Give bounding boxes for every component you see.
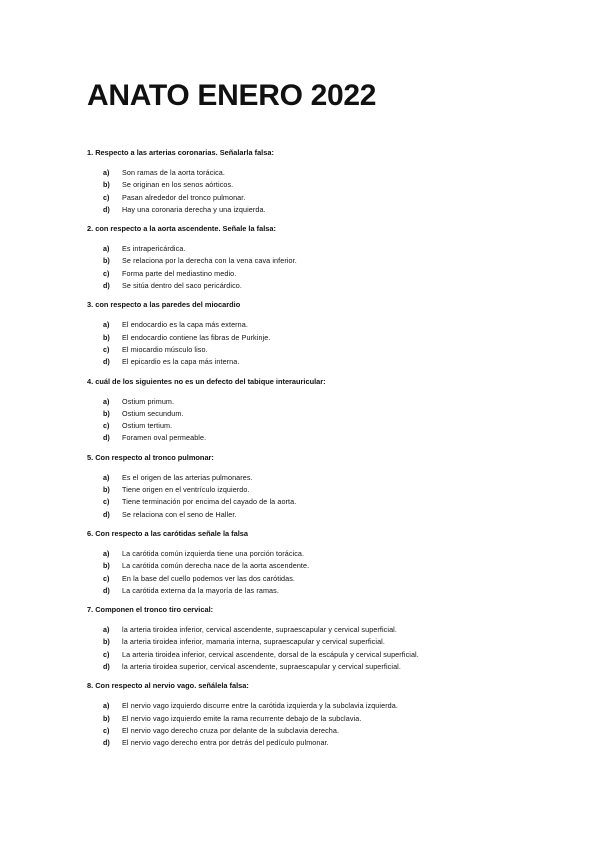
- option-list: [87, 700, 577, 749]
- option-item: [87, 548, 577, 560]
- option-text: El nervio vago derecho cruza por delante de la subclavia derecha.: [122, 725, 340, 735]
- option-item: [87, 700, 577, 712]
- option-item: [87, 192, 577, 204]
- option-item: [87, 243, 577, 255]
- option-letter: c): [103, 497, 110, 507]
- option-letter: d): [103, 281, 110, 291]
- option-item: [87, 396, 577, 408]
- option-text: Es el origen de las arterias pulmonares.: [122, 472, 253, 482]
- option-item: [87, 636, 577, 648]
- option-text: El miocardio músculo liso.: [122, 344, 208, 354]
- option-text: Son ramas de la aorta torácica.: [122, 168, 225, 177]
- question-6: [87, 528, 577, 597]
- option-text: En la base del cuello podemos ver las dos carótidas.: [122, 573, 296, 583]
- option-text: Ostium primum.: [122, 396, 175, 406]
- option-text: El epicardio es la capa más interna.: [122, 357, 240, 367]
- option-text: Se relaciona por la derecha con la vena cava inferior.: [122, 256, 297, 266]
- option-list: [87, 624, 577, 673]
- option-letter: b): [103, 332, 110, 342]
- question-4: [87, 376, 577, 445]
- option-letter: b): [103, 180, 110, 190]
- option-item: [87, 268, 577, 280]
- option-item: [87, 408, 577, 420]
- option-item: [87, 319, 577, 331]
- option-item: [87, 585, 577, 597]
- option-text: Se sitúa dentro del saco pericárdico.: [122, 281, 242, 291]
- option-letter: c): [103, 725, 110, 735]
- option-text: la arteria tiroidea inferior, cervical ascendente, supraescapular y cervical superficial.: [122, 625, 397, 635]
- document-title: ANATO ENERO 2022: [87, 79, 377, 112]
- option-letter: b): [103, 637, 110, 647]
- option-text: Hay una coronaria derecha y una izquierda.: [122, 204, 266, 214]
- option-item: [87, 204, 577, 216]
- question-text: 4. cuál de los siguientes no es un defecto del tabique interauricular:: [87, 376, 326, 386]
- option-item: [87, 725, 577, 737]
- question-text: 2. con respecto a la aorta ascendente. Señale la falsa:: [87, 224, 276, 234]
- option-letter: d): [103, 509, 110, 519]
- option-text: Se relaciona con el seno de Haller.: [122, 509, 237, 519]
- option-item: [87, 496, 577, 508]
- option-letter: d): [103, 738, 110, 748]
- question-5: [87, 452, 577, 521]
- option-text: Tiene origen en el ventrículo izquierdo.: [122, 485, 250, 495]
- option-item: [87, 737, 577, 749]
- option-text: Tiene terminación por encima del cayado de la aorta.: [122, 497, 297, 507]
- question-list: [87, 147, 577, 757]
- option-letter: d): [103, 585, 110, 595]
- option-list: [87, 319, 577, 368]
- question-text: 5. Con respecto al tronco pulmonar:: [87, 452, 214, 462]
- option-letter: a): [103, 396, 110, 406]
- option-list: [87, 472, 577, 521]
- option-list: [87, 548, 577, 597]
- option-item: [87, 649, 577, 661]
- option-text: Ostium tertium.: [122, 421, 173, 431]
- option-item: [87, 484, 577, 496]
- option-item: [87, 509, 577, 521]
- option-item: [87, 420, 577, 432]
- option-item: [87, 432, 577, 444]
- option-text: la arteria tiroidea superior, cervical ascendente, supraescapular y cervical superficial.: [122, 662, 401, 672]
- option-item: [87, 573, 577, 585]
- option-text: Ostium secundum.: [122, 408, 184, 418]
- option-letter: b): [103, 485, 110, 495]
- option-text: Se originan en los senos aórticos.: [122, 180, 234, 190]
- option-text: Foramen oval permeable.: [122, 433, 207, 443]
- option-letter: a): [103, 625, 110, 635]
- question-1: [87, 147, 577, 216]
- option-letter: b): [103, 408, 110, 418]
- option-letter: c): [103, 421, 110, 431]
- option-text: Forma parte del mediastino medio.: [122, 268, 237, 278]
- option-item: [87, 713, 577, 725]
- option-text: La carótida común derecha nace de la aorta ascendente.: [122, 561, 310, 571]
- option-letter: b): [103, 713, 110, 723]
- option-item: [87, 356, 577, 368]
- option-text: Pasan alrededor del tronco pulmonar.: [122, 192, 246, 202]
- option-letter: d): [103, 204, 110, 214]
- option-item: [87, 332, 577, 344]
- option-letter: c): [103, 573, 110, 583]
- option-text: El nervio vago derecho entra por detrás del pedículo pulmonar.: [122, 738, 329, 748]
- option-letter: c): [103, 649, 110, 659]
- question-7: [87, 604, 577, 673]
- option-text: La carótida común izquierda tiene una porción torácica.: [122, 548, 305, 558]
- option-item: [87, 255, 577, 267]
- option-item: [87, 179, 577, 191]
- question-3: [87, 299, 577, 368]
- option-item: [87, 560, 577, 572]
- option-text: El nervio vago izquierdo emite la rama recurrente debajo de la subclavia.: [122, 713, 362, 723]
- question-text: 1. Respecto a las arterias coronarias. Señalarla falsa:: [87, 148, 274, 157]
- option-list: [87, 167, 577, 216]
- option-text: El endocardio es la capa más externa.: [122, 320, 248, 330]
- question-text: 6. Con respecto a las carótidas señale la falsa: [87, 528, 249, 538]
- option-item: [87, 344, 577, 356]
- option-letter: d): [103, 662, 110, 672]
- option-list: [87, 243, 577, 292]
- option-item: [87, 624, 577, 636]
- option-letter: c): [103, 344, 110, 354]
- question-2: [87, 223, 577, 292]
- option-item: [87, 472, 577, 484]
- option-letter: d): [103, 357, 110, 367]
- option-letter: a): [103, 244, 110, 254]
- option-item: [87, 280, 577, 292]
- option-letter: a): [103, 548, 110, 558]
- option-text: El nervio vago izquierdo discurre entre la carótida izquierda y la subclavia izquierda.: [122, 701, 398, 711]
- question-text: 7. Componen el tronco tiro cervical:: [87, 605, 214, 615]
- option-letter: a): [103, 168, 110, 177]
- option-letter: c): [103, 268, 110, 278]
- option-list: [87, 396, 577, 445]
- option-text: La arteria tiroidea inferior, cervical ascendente, dorsal de la escápula y cervical superficial.: [122, 649, 419, 659]
- option-text: Es intrapericárdica.: [122, 244, 186, 254]
- option-letter: a): [103, 320, 110, 330]
- option-text: la arteria tiroidea inferior, mamaria interna, supraescapular y cervical superficial.: [122, 637, 385, 647]
- option-letter: a): [103, 701, 110, 711]
- option-letter: c): [103, 192, 110, 202]
- option-letter: b): [103, 256, 110, 266]
- option-item: [87, 167, 577, 179]
- question-text: 3. con respecto a las paredes del miocardio: [87, 300, 241, 310]
- option-item: [87, 661, 577, 673]
- option-letter: b): [103, 561, 110, 571]
- question-8: [87, 680, 577, 749]
- option-letter: d): [103, 433, 110, 443]
- option-letter: a): [103, 472, 110, 482]
- option-text: El endocardio contiene las fibras de Purkinje.: [122, 332, 271, 342]
- option-text: La carótida externa da la mayoría de las ramas.: [122, 585, 279, 595]
- question-text: 8. Con respecto al nervio vago. señálela falsa:: [87, 681, 249, 691]
